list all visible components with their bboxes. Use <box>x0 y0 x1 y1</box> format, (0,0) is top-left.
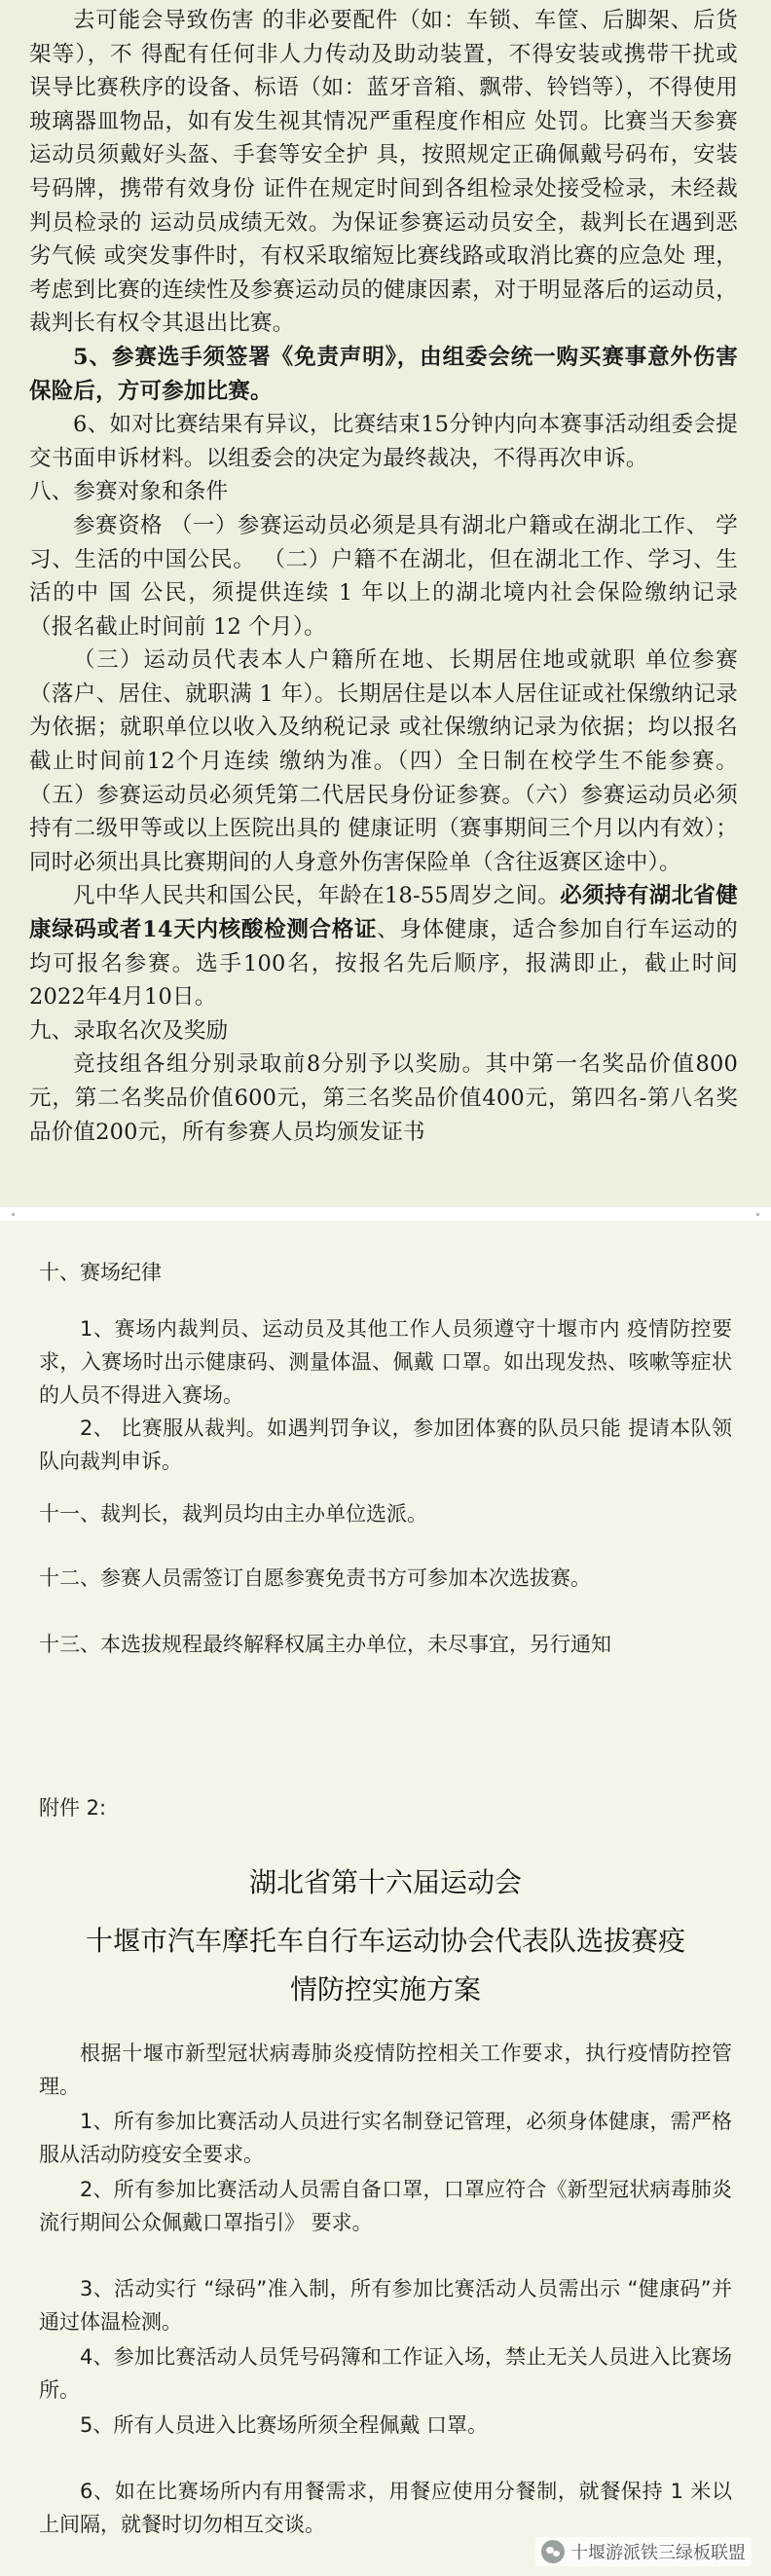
age-health-paragraph <box>29 879 738 1013</box>
corner-mark <box>756 1213 759 1216</box>
watermark-text: 十堰游派铁三绿板联盟 <box>570 2543 746 2563</box>
regulation-page-2 <box>0 1221 771 2576</box>
awards-paragraph: 竞技组各组分别录取前8分别予以奖励。其中第一名奖品价值800元，第二名奖品价值600元，第三名奖品价值400元，第四名-第八名奖品价值200元，所有参赛人员均颁发证书 <box>29 1051 738 1145</box>
section-thirteen: 十三、本选拔规程最终解释权属主办单位，未尽事宜，另行通知 <box>39 1633 611 1656</box>
plan-item-6: 6、如在比赛场所内有用餐需求，用餐应使用分餐制，就餐保持 1 米以上间隔，就餐时切勿相互交谈。 <box>39 2480 732 2536</box>
section-twelve: 十二、参赛人员需签订自愿参赛免责书方可参加本次选拔赛。 <box>39 1566 591 1590</box>
page-separator <box>0 1207 771 1221</box>
section-ten-heading: 十、赛场纪律 <box>39 1261 162 1284</box>
health-code-requirement: 必须持有湖北省健康绿码或者14天内核酸检测合格证 <box>29 883 738 943</box>
registration-details: 、身体健康，适合参加自行车运动的均可报名参赛。选手100名，按报名先后顺序，报满即止，截止时间2022年4月10日。 <box>29 917 738 1011</box>
plan-item-3: 3、活动实行 “绿码”准入制，所有参加比赛活动人员需出示 “健康码”并通过体温检测。 <box>39 2277 732 2334</box>
plan-item-5: 5、所有人员进入比赛场所须全程佩戴 口罩。 <box>80 2413 489 2437</box>
plan-title-line-3: 情防控实施方案 <box>289 1973 481 2006</box>
plan-title-line-1: 湖北省第十六届运动会 <box>248 1866 522 1898</box>
plan-title-line-2: 十堰市汽车摩托车自行车运动协会代表队选拔赛疫 <box>85 1925 685 1957</box>
section-nine-heading: 九、录取名次及奖励 <box>29 1017 229 1044</box>
plan-item-1: 1、所有参加比赛活动人员进行实名制登记管理，必须身体健康，需严格服从活动防疫安全要求。 <box>39 2110 732 2166</box>
age-requirement: 凡中华人民共和国公民，年龄在18-55周岁之间。 <box>73 883 561 909</box>
insurance-clause: 5、参赛选手须签署《免责声明》，由组委会统一购买赛事意外伤害保险后，方可参加比赛。 <box>29 344 738 404</box>
regulation-page-1 <box>0 0 771 1207</box>
wechat-icon <box>541 2540 565 2563</box>
attachment-label: 附件 2: <box>39 1796 107 1820</box>
eligibility-paragraph: 参赛资格 （一）参赛运动员必须是具有湖北户籍或在湖北工作、 学习、生活的中国公民。 （二）户籍不在湖北，但在湖北工作、学习、生活的中 国 公民，须提供连续 1 年以上的湖北境内社会保险缴纳记录 （报名截止时间前 12 个月）。 <box>29 512 738 640</box>
discipline-rule-1: 1、赛场内裁判员、运动员及其他工作人员须遵守十堰市内 疫情防控要求，入赛场时出示健康码、测量体温、佩戴 口罩。如出现发热、咳嗽等症状的人员不得进入赛场。 <box>39 1317 732 1407</box>
plan-item-2: 2、所有参加比赛活动人员需自备口罩，口罩应符合《新型冠状病毒肺炎流行期间公众佩戴口罩指引》 要求。 <box>39 2178 732 2234</box>
equipment-rules-paragraph: 去可能会导致伤害 的非必要配件（如：车锁、车筐、后脚架、后货架等），不 得配有任何非人力传动及助动装置，不得安装或携带干扰或 误导比赛秩序的设备、标语（如：蓝牙音箱、飘带、铃铛等），不得使用玻璃器皿物品，如有发生视其情况严重程度作相应 处罚。比赛当天参赛运动员须戴好头盔、手套等安全护 具，按照规定正确佩戴号码布，安装号码牌，携带有效身份 证件在规定时间到各组检录处接受检录，未经裁判员检录的 运动员成绩无效。为保证参赛运动员安全，裁判长在遇到恶劣气候 或突发事件时，有权采取缩短比赛线路或取消比赛的应急处 理，考虑到比赛的连续性及参赛运动员的健康因素，对于明显落后的运动员，裁判长有权令其退出比赛。 <box>29 8 738 337</box>
appeal-clause: 6、如对比赛结果有异议，比赛结束15分钟内向本赛事活动组委会提交书面申诉材料。以组委会的决定为最终裁决，不得再次申诉。 <box>29 412 738 471</box>
section-eleven: 十一、裁判长，裁判员均由主办单位选派。 <box>39 1502 427 1526</box>
residency-paragraph: （三）运动员代表本人户籍所在地、长期居住地或就职 单位参赛（落户、居住、就职满 1 年）。长期居住是以本人居住证或社保缴纳记录为依据；就职单位以收入及纳税记录 或社保缴纳记录为依据；均以报名截止时间前12个月连续 缴纳为准。（四）全日制在校学生不能参赛。（五）参赛运动员必须凭第二代居民身份证参赛。（六）参赛运动员必须持有二级甲等或以上医院出具的 健康证明（赛事期间三个月以内有效）；同时必须出具比赛期间的人身意外伤害保险单（含往返赛区途中）。 <box>29 647 738 875</box>
source-watermark <box>535 2537 752 2566</box>
discipline-rule-2: 2、 比赛服从裁判。如遇判罚争议，参加团体赛的队员只能 提请本队领队向裁判申诉。 <box>39 1417 732 1473</box>
plan-item-4: 4、参加比赛活动人员凭号码簿和工作证入场，禁止无关人员进入比赛场所。 <box>39 2345 732 2402</box>
section-eight-heading: 八、参赛对象和条件 <box>29 479 229 505</box>
corner-mark <box>12 1213 15 1216</box>
plan-intro: 根据十堰市新型冠状病毒肺炎疫情防控相关工作要求，执行疫情防控管理。 <box>39 2042 732 2098</box>
